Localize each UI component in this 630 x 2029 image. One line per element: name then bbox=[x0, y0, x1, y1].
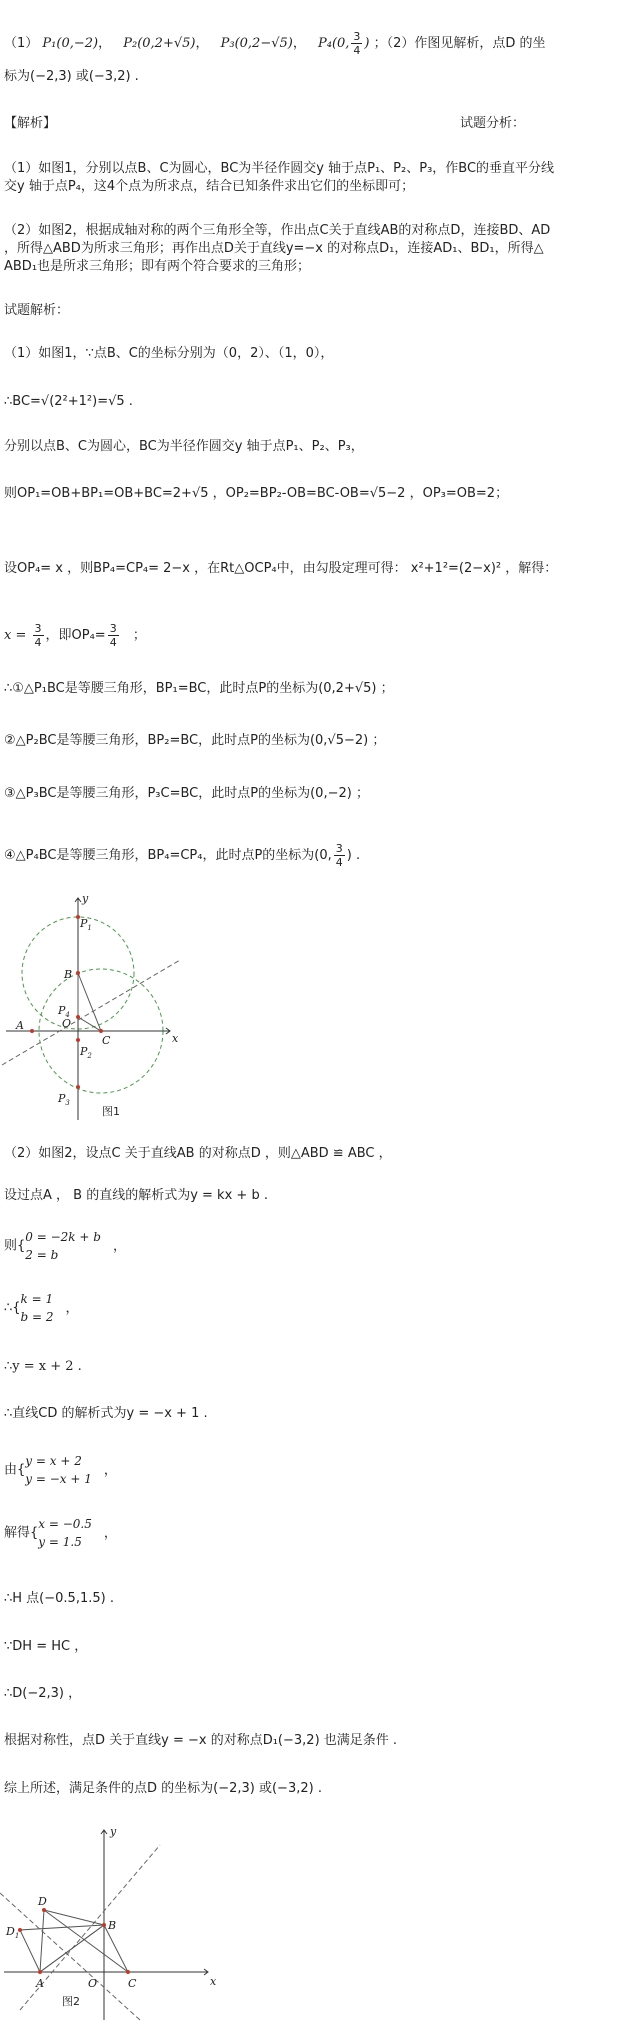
sol2-l3-post: ， bbox=[112, 1238, 126, 1254]
p-subscript: 4 bbox=[65, 1011, 70, 1019]
point-p2 bbox=[76, 1038, 80, 1042]
label-p2 bbox=[79, 1045, 92, 1060]
perp-bisector bbox=[2, 960, 180, 1065]
point-a bbox=[38, 1970, 42, 1974]
jiexi-label: 【解析】 bbox=[4, 116, 57, 131]
label-p1 bbox=[79, 917, 92, 932]
sol2-l10: ∵DH = HC ， bbox=[4, 1639, 88, 1654]
sol2-l7-post: ， bbox=[103, 1462, 117, 1478]
label-y: y bbox=[110, 1825, 117, 1838]
figure-2 bbox=[0, 1825, 230, 2025]
sol2-l13: 综上所述，满足条件的点D 的坐标为(−2,3) 或(−3,2) . bbox=[4, 1781, 322, 1796]
sol1-l10-b: ) . bbox=[346, 848, 361, 863]
sol1-l6-x: x = bbox=[4, 628, 27, 643]
sol2-l6: ∴直线CD 的解析式为y = −x + 1 . bbox=[4, 1406, 208, 1421]
sol2-l8 bbox=[4, 1515, 117, 1551]
frac-num: 3 bbox=[109, 622, 117, 635]
label-o: O bbox=[62, 1017, 72, 1030]
point-c bbox=[126, 1970, 130, 1974]
system-1-row-1: 0 = −2k + b bbox=[25, 1230, 101, 1244]
sol2-l9: ∴H 点(−0.5,1.5) . bbox=[4, 1591, 114, 1606]
system-2-row-1: k = 1 bbox=[20, 1292, 54, 1306]
label-x: x bbox=[172, 1032, 179, 1045]
sol1-l7: ∴①△P₁BC是等腰三角形，BP₁=BC，此时点P的坐标为(0,2+√5) ； bbox=[4, 681, 394, 696]
system-3-row-1: y = x + 2 bbox=[25, 1454, 82, 1468]
analysis-p1-l1: （1）如图1，分别以点B、C为圆心，BC为半径作圆交y 轴于点P₁、P₂、P₃，作BC的垂直平分线 bbox=[4, 161, 555, 176]
label-b: B bbox=[108, 1919, 117, 1932]
label-y: y bbox=[82, 892, 89, 905]
segment-bc bbox=[104, 1925, 128, 1972]
sol2-l7 bbox=[4, 1452, 117, 1488]
sol2-l7-pre: 由{ bbox=[4, 1462, 26, 1478]
system-2 bbox=[21, 1290, 54, 1326]
p-letter: P bbox=[80, 917, 88, 930]
figure-1-caption: 图1 bbox=[102, 1105, 120, 1118]
answer-p4-num: 3 bbox=[353, 30, 361, 43]
point-c bbox=[99, 1029, 103, 1033]
solution-label: 试题解析： bbox=[4, 303, 70, 318]
frac-den: 4 bbox=[335, 856, 343, 869]
answer-part1-label: （1） bbox=[4, 36, 39, 51]
sol1-l10-frac bbox=[334, 842, 345, 869]
sol1-l6-mid: ，即OP₄= bbox=[45, 628, 106, 643]
sol2-l1: （2）如图2，设点C 关于直线AB 的对称点D ，则△ABD ≌ ABC ， bbox=[4, 1146, 392, 1161]
frac-den: 4 bbox=[34, 636, 42, 649]
answer-line-2: 标为(−2,3) 或(−3,2) . bbox=[4, 69, 139, 84]
point-b bbox=[102, 1923, 106, 1927]
p-subscript: 3 bbox=[65, 1099, 70, 1107]
analysis-p1-l2: 交y 轴于点P₄，这4个点为所求点，结合已知条件求出它们的坐标即可； bbox=[4, 179, 415, 194]
answer-p4-den: 4 bbox=[353, 44, 361, 57]
answer-p4-prefix: P₄(0, bbox=[317, 36, 350, 51]
triangle-abd bbox=[40, 1910, 104, 1972]
label-x: x bbox=[210, 1975, 217, 1988]
sol2-l4 bbox=[4, 1290, 79, 1326]
figure-2-caption: 图2 bbox=[62, 1995, 80, 2008]
sol1-l4: 则OP₁=OB+BP₁=OB+BC=2+√5 ，OP₂=BP₂-OB=BC-OB=√5−2 ，OP₃=OB=2； bbox=[4, 486, 509, 501]
label-d1 bbox=[5, 1925, 19, 1940]
system-3 bbox=[25, 1452, 92, 1488]
d-letter: D bbox=[6, 1925, 15, 1938]
point-a bbox=[30, 1029, 34, 1033]
system-4 bbox=[38, 1515, 92, 1551]
sol1-l5: 设OP₄= x ，则BP₄=CP₄= 2−x ，在Rt△OCP₄中，由勾股定理可得： x²+1²=(2−x)² ，解得： bbox=[4, 561, 558, 576]
sol2-l4-pre: ∴{ bbox=[4, 1300, 21, 1316]
label-o: O bbox=[88, 1977, 98, 1990]
answer-part2: ；（2）作图见解析，点D 的坐 bbox=[373, 36, 546, 51]
point-b bbox=[76, 971, 80, 975]
sol2-l8-pre: 解得{ bbox=[4, 1525, 39, 1541]
sol2-l3-pre: 则{ bbox=[4, 1238, 26, 1254]
point-p3 bbox=[76, 1085, 80, 1089]
analysis-p2-l3: ABD₁也是所求三角形；即有两个符合要求的三角形； bbox=[4, 259, 311, 274]
sol2-l12: 根据对称性，点D 关于直线y = −x 的对称点D₁(−3,2) 也满足条件 . bbox=[4, 1733, 398, 1748]
system-3-row-2: y = −x + 1 bbox=[25, 1472, 92, 1486]
label-a: A bbox=[36, 1977, 44, 1990]
d-subscript: 1 bbox=[14, 1932, 20, 1940]
frac-num: 3 bbox=[335, 842, 343, 855]
label-c: C bbox=[128, 1977, 137, 1990]
point-d bbox=[42, 1908, 46, 1912]
analysis-p2-l1: （2）如图2，根据成轴对称的两个三角形全等，作出点C关于直线AB的对称点D，连接BD、AD bbox=[4, 223, 551, 238]
sol1-l3: 分别以点B、C为圆心，BC为半径作圆交y 轴于点P₁、P₂、P₃， bbox=[4, 439, 364, 454]
system-1-row-2: 2 = b bbox=[25, 1248, 59, 1262]
sol2-l4-post: ， bbox=[65, 1300, 79, 1316]
system-2-row-2: b = 2 bbox=[20, 1310, 54, 1324]
sol2-l5: ∴y = x + 2 . bbox=[4, 1359, 82, 1374]
system-4-row-2: y = 1.5 bbox=[38, 1535, 82, 1549]
sol1-l6-end: ； bbox=[132, 628, 146, 643]
p-subscript: 2 bbox=[87, 1052, 92, 1060]
sol1-l6-frac-2 bbox=[108, 622, 119, 649]
p-letter: P bbox=[58, 1004, 66, 1017]
system-1 bbox=[25, 1228, 101, 1264]
answer-p3: P₃(0,2−√5) bbox=[220, 36, 293, 51]
answer-p1: P₁(0,−2) bbox=[42, 36, 99, 51]
answer-line-1: （1） P₁(0,−2)， P₂(0,2+√5)， P₃(0,2−√5)， P₄(0, $\frac{3}{4}$ ) ；（2）作图见解析，点D 的坐 bbox=[4, 30, 546, 57]
answer-p2: P₂(0,2+√5) bbox=[123, 36, 196, 51]
sol1-l10 bbox=[4, 842, 360, 869]
figure-1 bbox=[0, 890, 190, 1125]
sol2-l3 bbox=[4, 1228, 126, 1264]
frac-num: 3 bbox=[34, 622, 42, 635]
label-a: A bbox=[16, 1019, 24, 1032]
sol1-l2: ∴BC=√(2²+1²)=√5 . bbox=[4, 394, 133, 409]
system-4-row-1: x = −0.5 bbox=[38, 1517, 92, 1531]
sol1-l6-frac-1 bbox=[33, 622, 44, 649]
sol2-l8-post: ， bbox=[103, 1525, 117, 1541]
triangle-abd1 bbox=[20, 1925, 104, 1972]
label-c: C bbox=[102, 1034, 111, 1047]
analysis-p2-l2: ，所得△ABD为所求三角形；再作出点D关于直线y=−x 的对称点D₁，连接AD₁、BD₁，所得△ bbox=[4, 241, 544, 256]
sol1-l1: （1）如图1，∵点B、C的坐标分别为（0，2）、（1，0）， bbox=[4, 346, 334, 361]
sol2-l11: ∴D(−2,3) ， bbox=[4, 1686, 82, 1701]
sol2-l2: 设过点A ， B 的直线的解析式为y = kx + b . bbox=[4, 1188, 268, 1203]
sol1-l9: ③△P₃BC是等腰三角形，P₃C=BC，此时点P的坐标为(0,−2) ； bbox=[4, 786, 369, 801]
label-d: D bbox=[38, 1895, 47, 1908]
frac-den: 4 bbox=[109, 636, 117, 649]
point-p4 bbox=[76, 1015, 80, 1019]
triangle-bc bbox=[78, 973, 101, 1031]
sol1-l6 bbox=[4, 622, 146, 649]
p-letter: P bbox=[58, 1092, 66, 1105]
sol1-l8: ②△P₂BC是等腰三角形，BP₂=BC，此时点P的坐标为(0,√5−2) ； bbox=[4, 733, 386, 748]
label-p3 bbox=[57, 1092, 70, 1107]
label-b: B bbox=[64, 968, 73, 981]
answer-p4-suffix: ) bbox=[364, 36, 370, 51]
shiti-fenxi-label: 试题分析： bbox=[460, 116, 526, 131]
p-subscript: 1 bbox=[87, 924, 92, 932]
sol1-l10-a: ④△P₄BC是等腰三角形，BP₄=CP₄，此时点P的坐标为(0, bbox=[4, 848, 332, 863]
answer-p4-fraction bbox=[351, 30, 362, 57]
p-letter: P bbox=[80, 1045, 88, 1058]
